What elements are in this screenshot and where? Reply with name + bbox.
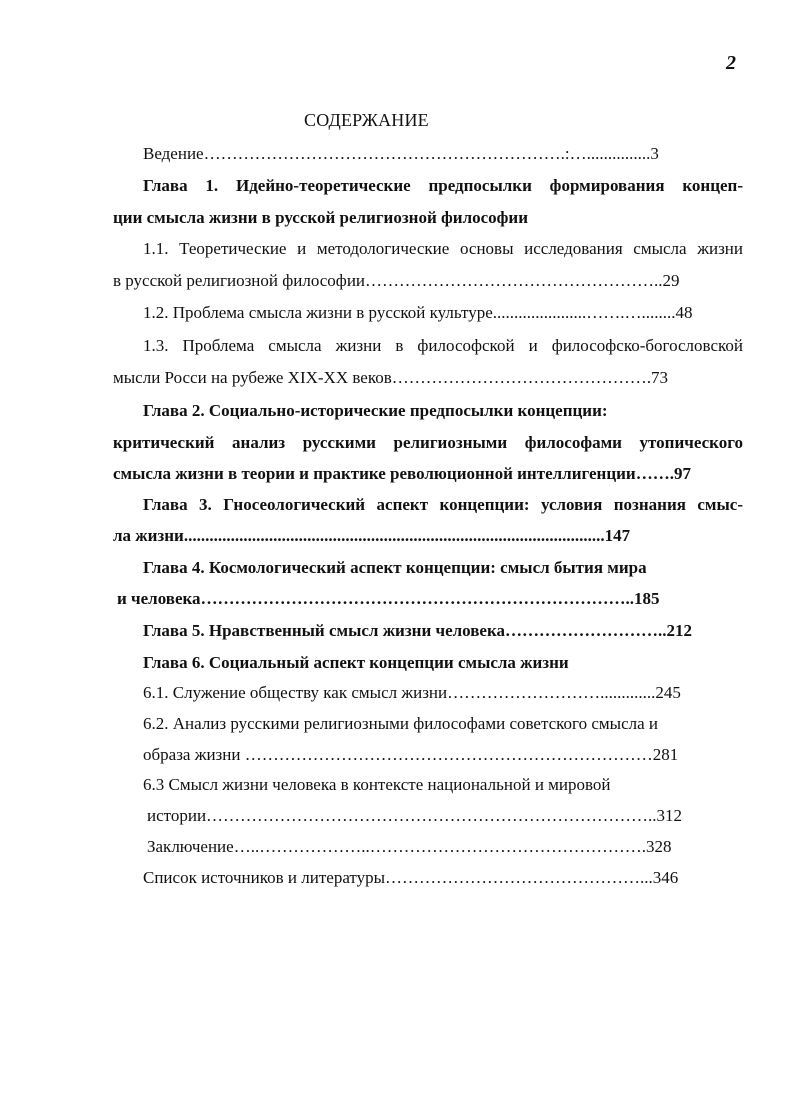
toc-section-1-3-line-1: 1.3. Проблема смысла жизни в философской и философско-богословской — [143, 336, 743, 355]
toc-chapter-3-line-2: ла жизни...................................................................................................147 — [113, 526, 631, 545]
toc-section-1-2: 1.2. Проблема смысла жизни в русской культуре......................…….…........48 — [143, 303, 693, 322]
toc-section-6-1: 6.1. Служение обществу как смысл жизни……………………….............245 — [143, 683, 681, 702]
toc-conclusion: Заключение…..………………..………………………………………….328 — [147, 837, 672, 856]
toc-section-1-1-line-2: в русской религиозной философии……………………………………………..29 — [113, 271, 680, 290]
toc-chapter-2-line-2: критический анализ русскими религиозными философами утопического — [113, 433, 743, 452]
toc-chapter-1-line-2: ции смысла жизни в русской религиозной философии — [113, 208, 529, 227]
toc-section-6-2-line-2: образа жизни ………………………………………………………………281 — [143, 745, 679, 764]
contents-title: СОДЕРЖАНИЕ — [304, 110, 429, 130]
toc-chapter-5: Глава 5. Нравственный смысл жизни человека………………………..212 — [143, 621, 692, 640]
page-number: 2 — [726, 52, 736, 74]
toc-chapter-6: Глава 6. Социальный аспект концепции смысла жизни — [143, 653, 569, 672]
toc-section-6-3-line-1: 6.3 Смысл жизни человека в контексте национальной и мировой — [143, 775, 611, 794]
toc-chapter-2-line-1: Глава 2. Социально-исторические предпосылки концепции: — [143, 401, 608, 420]
toc-chapter-1-line-1: Глава 1. Идейно-теоретические предпосылки формирования концеп- — [143, 176, 743, 195]
toc-chapter-3-line-1: Глава 3. Гносеологический аспект концепции: условия познания смыс- — [143, 495, 743, 514]
toc-section-6-2-line-1: 6.2. Анализ русскими религиозными философами советского смысла и — [143, 714, 659, 733]
toc-introduction: Ведение……………………………………………………….:…...............3 — [143, 144, 659, 163]
toc-bibliography: Список источников и литературы………………………………………...346 — [143, 868, 679, 887]
toc-chapter-4-line-2: и человека…………………………………………………………………..185 — [117, 589, 660, 608]
toc-chapter-4-line-1: Глава 4. Космологический аспект концепции: смысл бытия мира — [143, 558, 647, 577]
toc-chapter-2-line-3: смысла жизни в теории и практике революционной интеллигенции…….97 — [113, 464, 691, 483]
toc-section-1-3-line-2: мысли Росси на рубеже XIX-XX веков……………………………………….73 — [113, 368, 669, 387]
toc-section-6-3-line-2: истории……………………………………………………………………..312 — [147, 806, 683, 825]
toc-section-1-1-line-1: 1.1. Теоретические и методологические основы исследования смысла жизни — [143, 239, 743, 258]
